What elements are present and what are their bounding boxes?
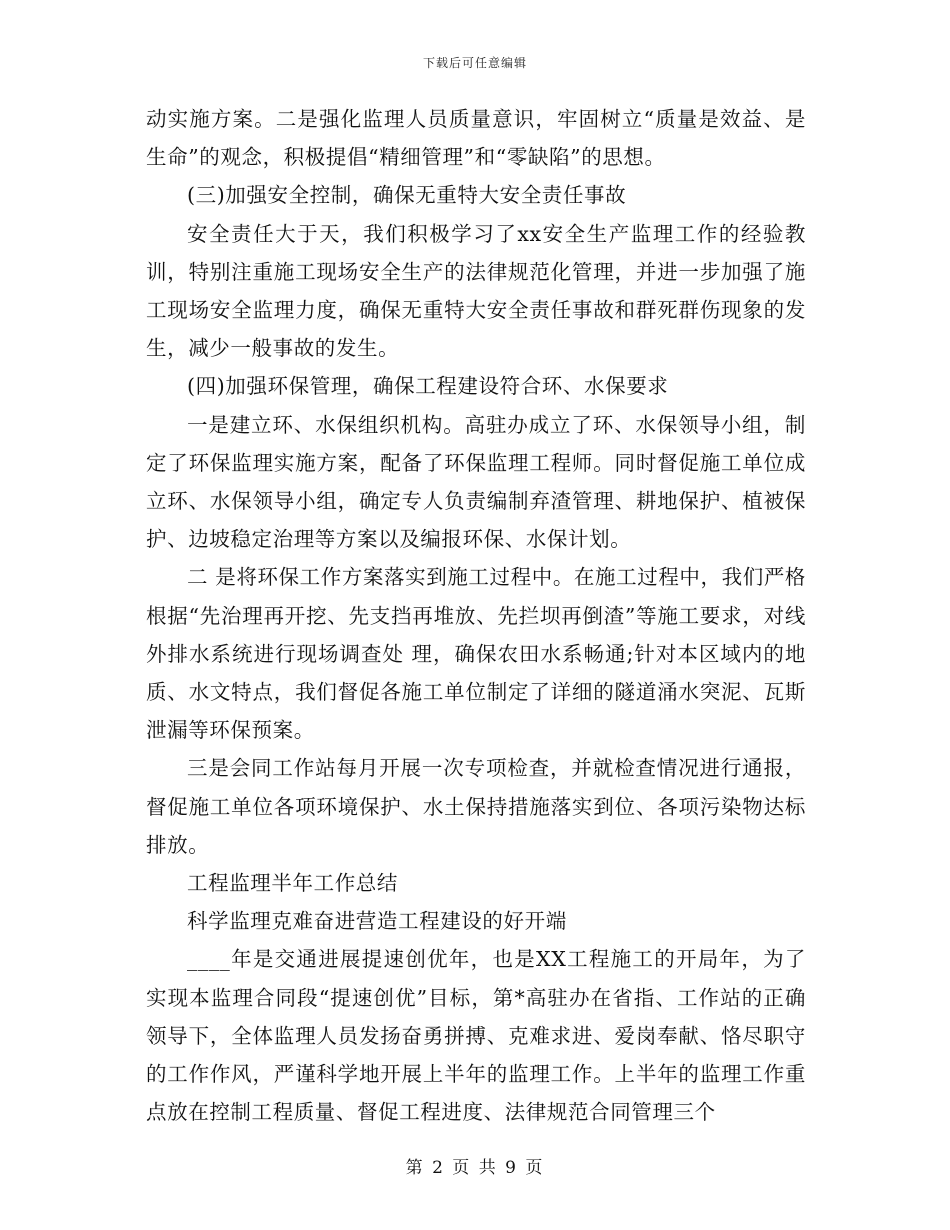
- paragraph-environment-inspection: 三是会同工作站每月开展一次专项检查，并就检查情况进行通报，督促施工单位各项环境保护、水土保持措施落实到位、各项污染物达标排放。: [146, 756, 806, 857]
- document-title: 工程监理半年工作总结: [187, 871, 398, 896]
- document-body: [146, 100, 806, 1131]
- document-subtitle: 科学监理克难奋进营造工程建设的好开端: [187, 909, 567, 934]
- section-heading-environment: (四)加强环保管理，确保工程建设符合环、水保要求: [187, 374, 669, 399]
- paragraph-intro: ____年是交通进展提速创优年，也是XX工程施工的开局年，为了实现本监理合同段“提速创优”目标，第*高驻办在省指、工作站的正确领导下，全体监理人员发扬奋勇拼搏、克难求进、爱岗奉献、恪尽职守的工作作风，严谨科学地开展上半年的监理工作。上半年的监理工作重点放在控制工程质量、督促工程进度、法律规范合同管理三个: [146, 947, 806, 1125]
- paragraph-continuation: 动实施方案。二是强化监理人员质量意识，牢固树立“质量是效益、是生命”的观念，积极提倡“精细管理”和“零缺陷”的思想。: [146, 107, 806, 170]
- page-number: 第 2 页 共 9 页: [405, 1158, 545, 1178]
- paragraph-environment-organization: 一是建立环、水保组织机构。高驻办成立了环、水保领导小组，制定了环保监理实施方案，配备了环保监理工程师。同时督促施工单位成立环、水保领导小组，确定专人负责编制弃渣管理、耕地保护、植被保护、边坡稳定治理等方案以及编报环保、水保计划。: [146, 412, 806, 552]
- page-header: 下载后可任意编辑: [422, 56, 527, 70]
- paragraph-safety: 安全责任大于天，我们积极学习了xx安全生产监理工作的经验教训，特别注重施工现场安全生产的法律规范化管理，并进一步加强了施工现场安全监理力度，确保无重特大安全责任事故和群死群伤现象的发生，减少一般事故的发生。: [146, 221, 806, 361]
- paragraph-environment-implementation: 二 是将环保工作方案落实到施工过程中。在施工过程中，我们严格根据“先治理再开挖、先支挡再堆放、先拦坝再倒渣”等施工要求，对线外排水系统进行现场调查处 理，确保农田水系畅通;针对本区域内的地质、水文特点，我们督促各施工单位制定了详细的隧道涌水突泥、瓦斯泄漏等环保预案。: [146, 565, 807, 743]
- section-heading-safety: (三)加强安全控制，确保无重特大安全责任事故: [187, 183, 627, 208]
